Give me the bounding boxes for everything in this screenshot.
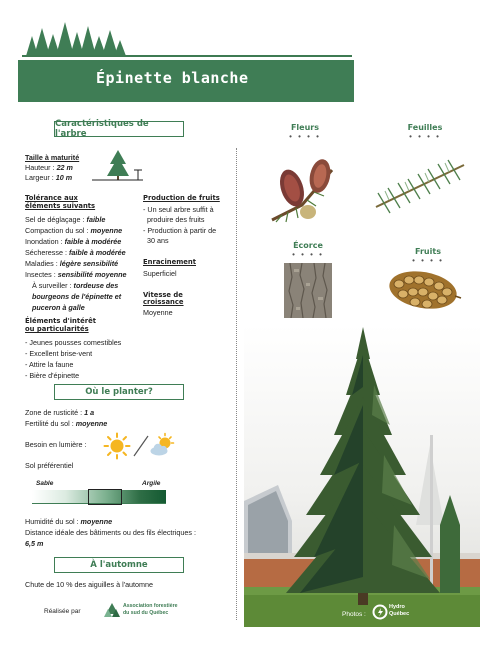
sun-icon (103, 432, 131, 460)
tolerance-heading-1: Tolérance aux (25, 194, 78, 202)
croissance-value: Moyenne (143, 308, 173, 317)
zone-row: Zone de rusticité : 1 a (25, 408, 95, 417)
column-divider (236, 148, 237, 620)
production-line: - Production à partir de (143, 226, 217, 235)
soil-texture-marker (88, 489, 122, 505)
sol-label: Sol préférentiel (25, 461, 74, 470)
interet-heading-1: Éléments d'intérêt (25, 317, 96, 325)
production-line: produire des fruits (147, 215, 205, 224)
caption-fruits: Fruits (415, 247, 441, 256)
sol-right-label: Argile (142, 480, 161, 487)
enracinement-heading: Enracinement (143, 258, 197, 266)
enracinement-value: Superficiel (143, 269, 177, 278)
tolerance-item: Maladies : légère sensibilité (25, 259, 119, 268)
tolerance-item: Sécheresse : faible à modérée (25, 248, 126, 257)
caption-feuilles-dots: • • • • (409, 132, 441, 141)
caption-feuilles: Feuilles (407, 123, 443, 132)
tree-main-photo (244, 325, 480, 627)
caption-ecorce-dots: • • • • (292, 250, 324, 259)
surveiller-line-3: puceron à galle (32, 303, 85, 312)
production-line: 30 ans (147, 236, 169, 245)
header-rule (22, 55, 352, 57)
interet-heading-2: ou particularités (25, 325, 89, 333)
tolerance-item: Inondation : faible à modérée (25, 237, 122, 246)
humidite-row: Humidité du sol : moyenne (25, 517, 113, 526)
hydro-quebec-name-1: Hydro (389, 604, 405, 610)
caption-ecorce: Écorce (293, 241, 323, 250)
interet-item: - Bière d'épinette (25, 371, 80, 380)
realisee-label: Réalisée par (44, 608, 81, 615)
surveiller-line-1: À surveiller : tordeuse des (32, 281, 119, 290)
needles-photo (372, 155, 468, 215)
section-title-automne: À l'automne (54, 557, 184, 573)
production-line: - Un seul arbre suffit à (143, 205, 214, 214)
flowers-photo (262, 150, 342, 230)
caption-fruits-dots: • • • • (412, 256, 444, 265)
hauteur-row: Hauteur : 22 m (25, 163, 73, 172)
croissance-heading-2: croissance (143, 298, 184, 306)
section-title-planter: Où le planter? (54, 384, 184, 400)
automne-text: Chute de 10 % des aiguilles à l'automne (25, 580, 154, 589)
hydro-quebec-logo-icon (372, 604, 388, 620)
interet-item: - Attire la faune (25, 360, 74, 369)
photos-credit-label: Photos : (342, 611, 366, 618)
tolerance-item: Sel de déglaçage : faible (25, 215, 106, 224)
bark-photo (284, 263, 332, 318)
tolerance-heading-2: éléments suivants (25, 202, 96, 210)
tolerance-item: Insectes : sensibilité moyenne (25, 270, 127, 279)
page-title: Épinette blanche (96, 69, 249, 87)
caption-fleurs-dots: • • • • (289, 132, 321, 141)
cone-photo (385, 266, 463, 314)
distance-label: Distance idéale des bâtiments ou des fils électriques : (25, 528, 196, 537)
caption-fleurs: Fleurs (290, 123, 320, 132)
largeur-row: Largeur : 10 m (25, 173, 73, 182)
interet-item: - Excellent brise-vent (25, 349, 93, 358)
croissance-heading-1: Vitesse de (143, 291, 183, 299)
association-name-1: Association forestière (123, 603, 178, 609)
association-logo-icon (103, 602, 121, 620)
tolerance-item: Compaction du sol : moyenne (25, 226, 123, 235)
lumiere-label: Besoin en lumière : (25, 440, 87, 449)
sol-left-label: Sable (36, 480, 54, 487)
hydro-quebec-name-2: Québec (389, 610, 410, 617)
production-heading: Production de fruits (143, 194, 220, 202)
interet-item: - Jeunes pousses comestibles (25, 338, 122, 347)
fertilite-row: Fertilité du sol : moyenne (25, 419, 108, 428)
association-name-2: du sud du Québec (123, 609, 169, 616)
forest-logo-icon (22, 18, 132, 58)
distance-value: 6,5 m (25, 539, 44, 548)
section-title-caracteristiques: Caractéristiques de l'arbre (54, 121, 184, 137)
surveiller-line-2: bourgeons de l'épinette et (32, 292, 122, 301)
size-comparison-icon (90, 148, 145, 184)
partly-cloudy-icon (148, 432, 176, 460)
taille-heading: Taille à maturité (25, 153, 80, 162)
